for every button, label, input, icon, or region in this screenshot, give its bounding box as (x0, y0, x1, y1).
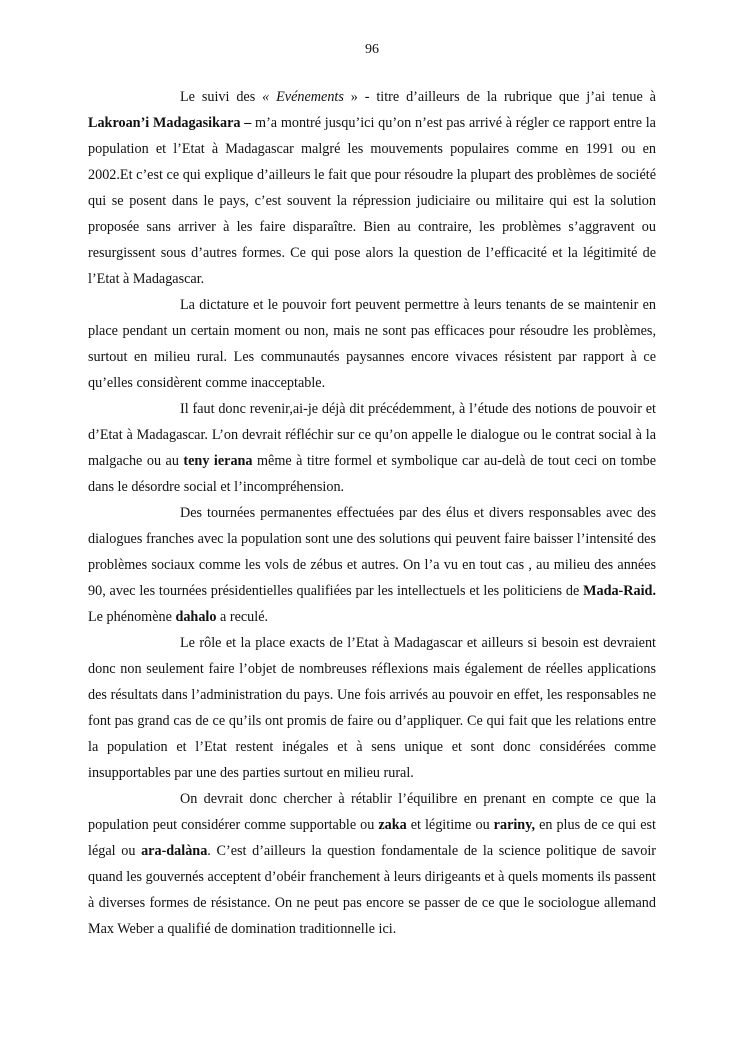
paragraph-6 (88, 786, 656, 942)
text-run-bold: dahalo (175, 609, 217, 625)
text-run: . C’est d’ailleurs la question fondamentale de la science politique de savoir quand les gouvernés acceptent d’obéir franchement à leurs dirigeants et à quels moments ils passent à diverses formes de résistance. On ne peut pas encore se passer de ce que le sociologue allemand Max Weber a qualifié de domination traditionnelle ici. (88, 843, 656, 937)
text-run: même à titre formel et symbolique car au-delà de tout ceci on tombe dans le désordre social et l’incompréhension. (88, 453, 656, 495)
paragraph-3 (88, 396, 656, 500)
text-run: Le phénomène (88, 609, 176, 625)
text-run: Le rôle et la place exacts de l’Etat à Madagascar et ailleurs si besoin est devraient donc non seulement faire l’objet de nombreuses réflexions mais également de réelles applications des résultats dans l’administration du pays. Une fois arrivés au pouvoir en effet, les responsables ne font pas grand cas de ce qu’ils ont promis de faire ou d’appliquer. Ce qui fait que les relations entre la population et l’Etat restent inégales et à sens unique et sont donc considérées comme insupportables par une des parties surtout en milieu rural. (88, 635, 656, 781)
page-number: 96 (365, 42, 379, 57)
paragraph-4 (88, 500, 656, 630)
text-run-bold: rariny, (493, 817, 536, 833)
text-run: Le suivi des (180, 89, 263, 105)
paragraph-1 (88, 84, 656, 292)
text-run-bold: Lakroan’i Madagasikara – (88, 115, 252, 131)
body-text (88, 84, 656, 942)
text-run-bold: teny ierana (183, 453, 253, 469)
text-run-bold: Mada-Raid. (583, 583, 656, 599)
text-run: Il faut donc revenir,ai-je déjà dit précédemment, à l’étude des notions de pouvoir et d’Etat à Madagascar. L’on devrait réfléchir sur ce qu’on appelle le dialogue ou le contrat social à la malgache ou au (88, 401, 656, 469)
text-run: » - titre d’ailleurs de la rubrique que j’ai tenue à (343, 89, 656, 105)
text-run-italic: « Evénements (262, 89, 344, 105)
text-run-bold: zaka (378, 817, 407, 833)
text-run: On devrait donc chercher à rétablir l’équilibre en prenant en compte ce que la population peut considérer comme supportable ou (88, 791, 656, 833)
text-run: Des tournées permanentes effectuées par des élus et divers responsables avec des dialogues franches avec la population sont une des solutions qui peuvent faire baisser l’intensité des problèmes sociaux comme les vols de zébus et autres. On l’a vu en tout cas , au milieu des années 90, avec les tournées présidentielles qualifiées par les intellectuels et les politiciens de (88, 505, 656, 599)
text-run-bold: ara-dalàna (141, 843, 208, 859)
paragraph-5 (88, 630, 656, 786)
text-run: m’a montré jusqu’ici qu’on n’est pas arrivé à régler ce rapport entre la population et l’Etat à Madagascar malgré les mouvements populaires comme en 1991 ou en 2002.Et c’est ce qui explique d’ailleurs le fait que pour résoudre la plupart des problèmes de société qui se posent dans le pays, c’est souvent la répression judiciaire ou militaire qui est la solution proposée sans arriver à les faire disparaître. Bien au contraire, les problèmes s’aggravent ou resurgissent sous d’autres formes. Ce qui pose alors la question de l’efficacité et la légitimité de l’Etat à Madagascar. (88, 115, 656, 287)
text-run: La dictature et le pouvoir fort peuvent permettre à leurs tenants de se maintenir en place pendant un certain moment ou non, mais ne sont pas efficaces pour résoudre les problèmes, surtout en milieu rural. Les communautés paysannes encore vivaces résistent par rapport à ce qu’elles considèrent comme inacceptable. (88, 297, 656, 391)
paragraph-2 (88, 292, 656, 396)
text-run: a reculé. (216, 609, 269, 625)
text-run: et légitime ou (406, 817, 494, 833)
text-run: en plus de ce qui est légal ou (88, 817, 656, 859)
